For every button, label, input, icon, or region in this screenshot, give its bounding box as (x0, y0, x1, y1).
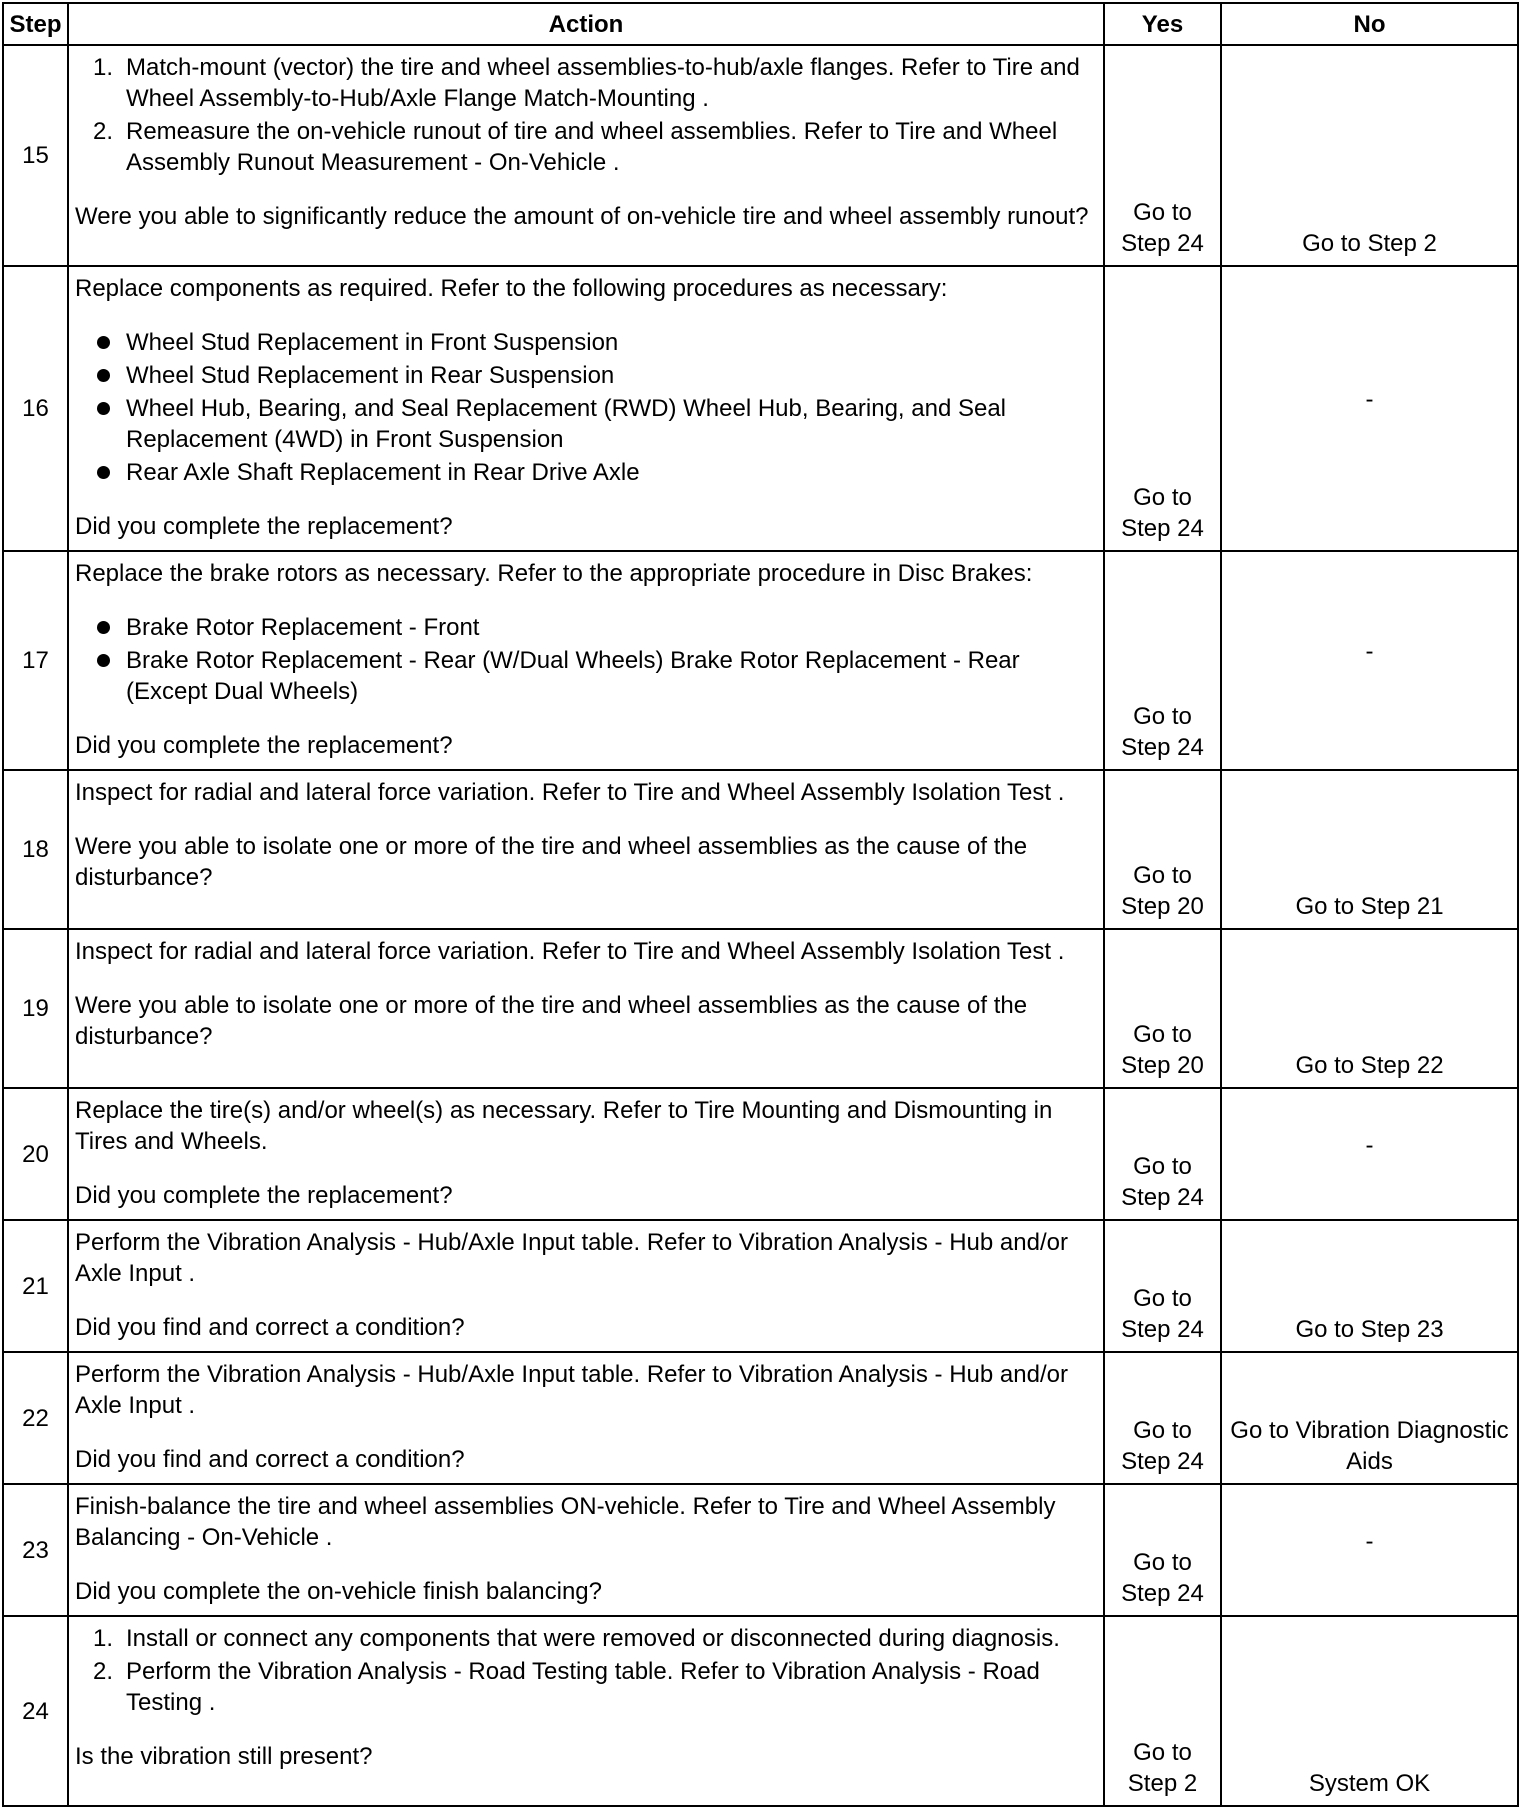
table-row (3, 1088, 1518, 1220)
step-number: 22 (3, 1352, 68, 1484)
instruction-text: Finish-balance the tire and wheel assemblies ON-vehicle. Refer to Tire and Wheel Assembly Balancing - On-Vehicle . (75, 1493, 1056, 1551)
bullet-icon (97, 621, 110, 634)
header-yes: Yes (1104, 3, 1221, 45)
diagnostic-table (2, 2, 1519, 1807)
list-item-text: Wheel Stud Replacement in Rear Suspension (126, 362, 615, 389)
table-row (3, 929, 1518, 1088)
header-step: Step (3, 3, 68, 45)
question-text: Did you complete the replacement? (75, 732, 453, 759)
list-item (75, 393, 1093, 455)
no-cell: System OK (1221, 1616, 1518, 1806)
list-item-text: Wheel Stud Replacement in Front Suspension (126, 329, 619, 356)
bullet-icon (97, 402, 110, 415)
table-row (3, 45, 1518, 266)
no-cell: - (1221, 1088, 1518, 1220)
no-cell: - (1221, 1484, 1518, 1616)
instruction-text: Replace the tire(s) and/or wheel(s) as necessary. Refer to Tire Mounting and Dismounting in Tires and Wheels. (75, 1097, 1053, 1155)
list-item: 2. Remeasure the on-vehicle runout of tire and wheel assemblies. Refer to Tire and Wheel Assembly Runout Measurement - On-Vehicle . (92, 118, 1058, 176)
question-text: Did you find and correct a condition? (75, 1446, 465, 1473)
action-cell (68, 1352, 1104, 1484)
header-no: No (1221, 3, 1518, 45)
step-number: 16 (3, 266, 68, 551)
list-item-text: Perform the Vibration Analysis - Road Testing table. Refer to Vibration Analysis - Road Testing . (126, 1658, 1040, 1716)
bullet-icon (97, 654, 110, 667)
table-row (3, 1220, 1518, 1352)
question-text: Were you able to isolate one or more of the tire and wheel assemblies as the cause of the disturbance? (75, 992, 1028, 1050)
no-cell: - (1221, 551, 1518, 770)
list-item (75, 645, 1093, 707)
step-number: 15 (3, 45, 68, 266)
no-cell: Go to Step 23 (1221, 1220, 1518, 1352)
no-cell: Go to Step 22 (1221, 929, 1518, 1088)
step-number: 18 (3, 770, 68, 929)
action-cell (68, 45, 1104, 266)
table-row (3, 1616, 1518, 1806)
yes-cell: Go to Step 24 (1104, 1352, 1221, 1484)
yes-cell: Go to Step 24 (1104, 1220, 1221, 1352)
action-cell (68, 551, 1104, 770)
bullet-icon (97, 466, 110, 479)
instruction-text: Perform the Vibration Analysis - Hub/Axle Input table. Refer to Vibration Analysis - Hub and/or Axle Input . (75, 1361, 1068, 1419)
table-row (3, 1484, 1518, 1616)
list-item: 2. Perform the Vibration Analysis - Road Testing table. Refer to Vibration Analysis - Road Testing . (92, 1658, 1040, 1716)
yes-cell: Go to Step 24 (1104, 266, 1221, 551)
question-text: Were you able to significantly reduce the amount of on-vehicle tire and wheel assembly runout? (75, 203, 1089, 230)
header-action: Action (68, 3, 1104, 45)
table-row (3, 551, 1518, 770)
list-item-text: Rear Axle Shaft Replacement in Rear Drive Axle (126, 459, 640, 486)
step-number: 19 (3, 929, 68, 1088)
yes-cell: Go to Step 20 (1104, 929, 1221, 1088)
question-text: Did you complete the on-vehicle finish balancing? (75, 1578, 602, 1605)
no-cell: Go to Vibration Diagnostic Aids (1221, 1352, 1518, 1484)
instruction-text: Inspect for radial and lateral force variation. Refer to Tire and Wheel Assembly Isolation Test . (75, 779, 1065, 806)
question-text: Were you able to isolate one or more of the tire and wheel assemblies as the cause of the disturbance? (75, 833, 1028, 891)
list-item (75, 457, 1093, 488)
action-cell (68, 770, 1104, 929)
no-cell: Go to Step 2 (1221, 45, 1518, 266)
action-cell (68, 1484, 1104, 1616)
yes-cell: Go to Step 24 (1104, 1484, 1221, 1616)
step-number: 23 (3, 1484, 68, 1616)
list-item: 1. Match-mount (vector) the tire and wheel assemblies-to-hub/axle flanges. Refer to Tire and Wheel Assembly-to-Hub/Axle Flange Match-Mounting . (92, 54, 1080, 112)
action-cell (68, 929, 1104, 1088)
instruction-text: Inspect for radial and lateral force variation. Refer to Tire and Wheel Assembly Isolation Test . (75, 938, 1065, 965)
action-cell (68, 1088, 1104, 1220)
numbered-list (75, 52, 1093, 178)
yes-cell: Go to Step 2 (1104, 1616, 1221, 1806)
bullet-list (75, 612, 1093, 707)
table-row (3, 266, 1518, 551)
step-number: 17 (3, 551, 68, 770)
list-item: 1. Install or connect any components that were removed or disconnected during diagnosis. (92, 1625, 1060, 1652)
list-item-text: Wheel Hub, Bearing, and Seal Replacement (RWD) Wheel Hub, Bearing, and Seal Replacement (4WD) in Front Suspension (126, 395, 1007, 453)
list-item-text: Remeasure the on-vehicle runout of tire and wheel assemblies. Refer to Tire and Wheel Assembly Runout Measurement - On-Vehicle . (126, 118, 1058, 176)
list-item (75, 360, 1093, 391)
step-number: 24 (3, 1616, 68, 1806)
question-text: Did you complete the replacement? (75, 513, 453, 540)
list-item (75, 612, 1093, 643)
step-number: 21 (3, 1220, 68, 1352)
list-item-text: Brake Rotor Replacement - Rear (W/Dual Wheels) Brake Rotor Replacement - Rear (Except Dual Wheels) (126, 647, 1020, 705)
bullet-list (75, 327, 1093, 488)
no-cell: Go to Step 21 (1221, 770, 1518, 929)
action-cell (68, 266, 1104, 551)
step-number: 20 (3, 1088, 68, 1220)
list-item-text: Match-mount (vector) the tire and wheel assemblies-to-hub/axle flanges. Refer to Tire and Wheel Assembly-to-Hub/Axle Flange Match-Mounting . (126, 54, 1080, 112)
no-cell: - (1221, 266, 1518, 551)
numbered-list (75, 1623, 1093, 1718)
question-text: Is the vibration still present? (75, 1743, 373, 1770)
list-item-text: Install or connect any components that were removed or disconnected during diagnosis. (126, 1625, 1060, 1652)
question-text: Did you find and correct a condition? (75, 1314, 465, 1341)
yes-cell: Go to Step 24 (1104, 45, 1221, 266)
instruction-text: Perform the Vibration Analysis - Hub/Axle Input table. Refer to Vibration Analysis - Hub and/or Axle Input . (75, 1229, 1068, 1287)
yes-cell: Go to Step 24 (1104, 1088, 1221, 1220)
bullet-icon (97, 336, 110, 349)
table-row (3, 770, 1518, 929)
list-item-text: Brake Rotor Replacement - Front (126, 614, 480, 641)
instruction-text: Replace the brake rotors as necessary. Refer to the appropriate procedure in Disc Brakes: (75, 560, 1033, 587)
bullet-icon (97, 369, 110, 382)
table-row (3, 1352, 1518, 1484)
yes-cell: Go to Step 24 (1104, 551, 1221, 770)
header-row (3, 3, 1518, 45)
action-cell (68, 1220, 1104, 1352)
question-text: Did you complete the replacement? (75, 1182, 453, 1209)
instruction-text: Replace components as required. Refer to the following procedures as necessary: (75, 275, 948, 302)
yes-cell: Go to Step 20 (1104, 770, 1221, 929)
action-cell (68, 1616, 1104, 1806)
list-item (75, 327, 1093, 358)
